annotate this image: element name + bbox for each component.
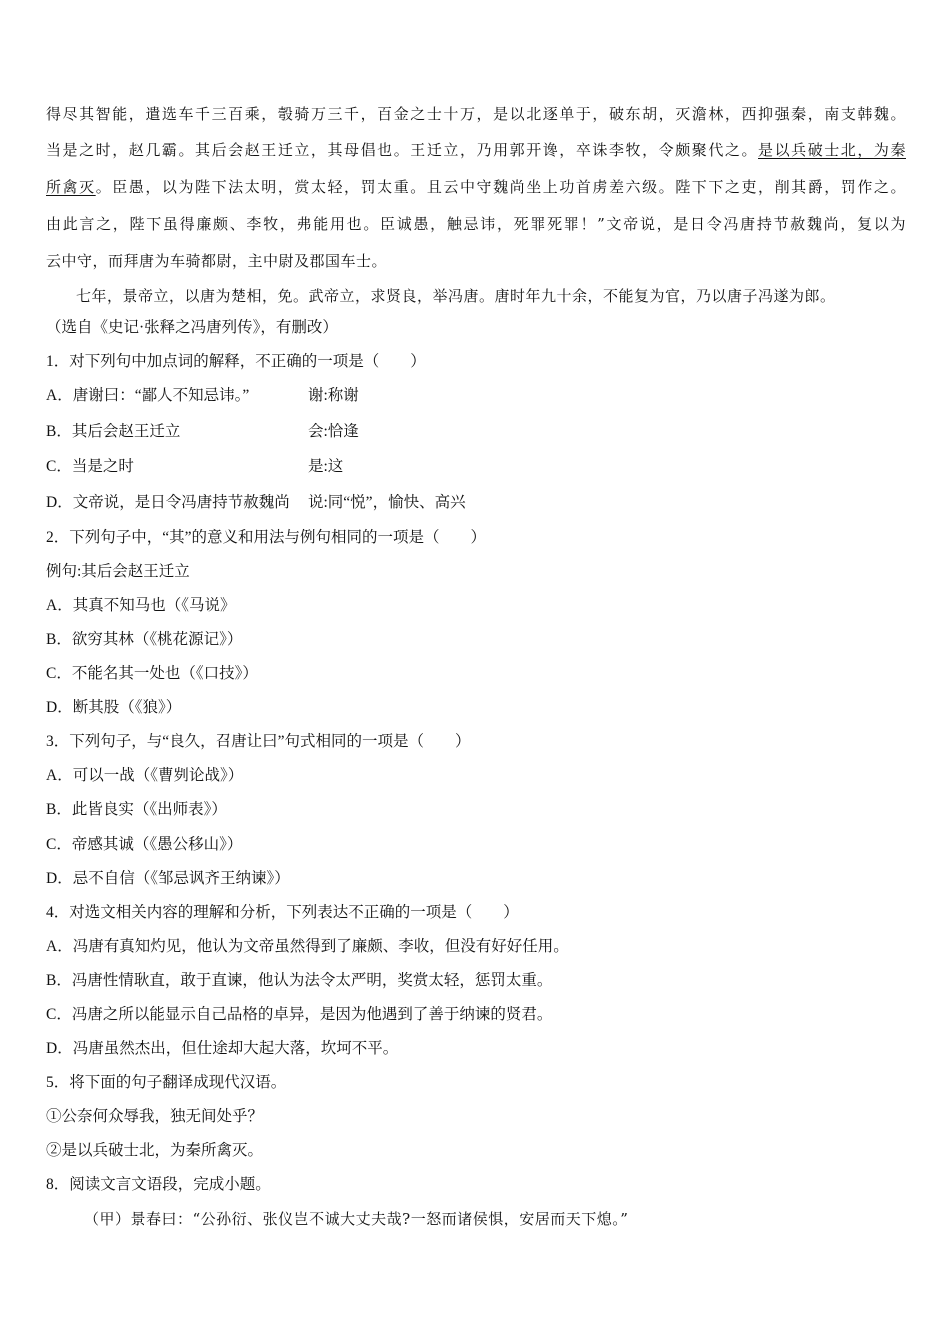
q1-option-c-gloss: 是:这 bbox=[308, 458, 344, 475]
passage-line-6: 七年，景帝立，以唐为楚相，免。武帝立，求贤良，举冯唐。唐时年九十余，不能复为官，乃以唐子冯遂为郎。 bbox=[76, 287, 836, 305]
q4-option-d: D．冯唐虽然杰出，但仕途却大起大落，坎坷不平。 bbox=[46, 1040, 399, 1057]
q8-passage-jia: （甲）景春曰：“公孙衍、张仪岂不诚大丈夫哉?一怒而诸侯惧，安居而天下熄。” bbox=[84, 1210, 629, 1228]
q2-option-d: D．断其股（《狼》） bbox=[46, 699, 182, 716]
q8-stem: 8．阅读文言文语段，完成小题。 bbox=[46, 1176, 271, 1193]
q1-option-b bbox=[46, 422, 359, 442]
q1-option-a-gloss: 谢:称谢 bbox=[308, 387, 359, 404]
passage-line-3 bbox=[46, 177, 906, 197]
q2-example: 例句:其后会赵王迁立 bbox=[46, 563, 190, 580]
q1-option-c-text: C．当是之时 bbox=[46, 458, 134, 475]
q3-option-b: B．此皆良实（《出师表》） bbox=[46, 801, 227, 818]
q1-option-b-gloss: 会:恰逢 bbox=[308, 423, 359, 440]
q4-option-c: C．冯唐之所以能显示自己品格的卓异，是因为他遇到了善于纳谏的贤君。 bbox=[46, 1006, 553, 1023]
q1-stem: 1．对下列句中加点词的解释，不正确的一项是（ ） bbox=[46, 353, 426, 370]
q1-option-c bbox=[46, 457, 343, 477]
q5-item-2: ②是以兵破士北，为秦所禽灭。 bbox=[46, 1142, 264, 1159]
underlined-sentence-part-2: 所禽灭 bbox=[46, 178, 96, 196]
passage-line-2 bbox=[46, 140, 906, 160]
q4-stem: 4．对选文相关内容的理解和分析，下列表达不正确的一项是（ ） bbox=[46, 904, 519, 921]
q2-stem: 2．下列句子中，“其”的意义和用法与例句相同的一项是（ ） bbox=[46, 529, 487, 546]
passage-line-4: 由此言之，陛下虽得廉颇、李牧，弗能用也。臣诚愚，触忌讳，死罪死罪！”文帝说，是日令冯唐持节赦魏尚，复以为 bbox=[46, 215, 906, 233]
q3-stem: 3．下列句子，与“良久，召唐让曰”句式相同的一项是（ ） bbox=[46, 733, 471, 750]
passage-line-1: 得尽其智能，遣选车千三百乘，彀骑万三千，百金之士十万，是以北逐单于，破东胡，灭澹林，西抑强秦，南支韩魏。 bbox=[46, 105, 906, 123]
passage-source: （选自《史记·张释之冯唐列传》，有删改） bbox=[46, 319, 338, 336]
q1-option-a-text: A．唐谢曰：“鄙人不知忌讳。” bbox=[46, 387, 250, 404]
q1-option-b-text: B．其后会赵王迁立 bbox=[46, 423, 181, 440]
q3-option-c: C．帝感其诚（《愚公移山》） bbox=[46, 836, 243, 853]
q3-option-a: A．可以一战（《曹刿论战》） bbox=[46, 767, 244, 784]
q2-option-b: B．欲穷其林（《桃花源记》） bbox=[46, 631, 243, 648]
q4-option-a: A．冯唐有真知灼见，他认为文帝虽然得到了廉颇、李收，但没有好好任用。 bbox=[46, 938, 569, 955]
passage-line-2-text: 当是之时，赵几霸。其后会赵王迁立，其母倡也。王迁立，乃用郭开谗，卒诛李牧，令颇聚代之。 bbox=[46, 141, 759, 159]
underlined-sentence-part-1: 是以兵破士北，为秦 bbox=[758, 141, 906, 159]
q5-item-1: ①公奈何众辱我，独无间处乎？ bbox=[46, 1108, 264, 1125]
q1-option-d-text: D．文帝说，是日令冯唐持节赦魏尚 bbox=[46, 494, 290, 511]
q2-option-c: C．不能名其一处也（《口技》） bbox=[46, 665, 258, 682]
passage-line-5: 云中守，而拜唐为车骑都尉，主中尉及郡国车士。 bbox=[46, 252, 388, 270]
q3-option-d: D．忌不自信（《邹忌讽齐王纳谏》） bbox=[46, 870, 290, 887]
q5-stem: 5．将下面的句子翻译成现代汉语。 bbox=[46, 1074, 287, 1091]
q4-option-b: B．冯唐性情耿直，敢于直谏，他认为法令太严明，奖赏太轻，惩罚太重。 bbox=[46, 972, 553, 989]
q1-option-d bbox=[46, 493, 466, 513]
passage-line-3-text: 。臣愚，以为陛下法太明，赏太轻，罚太重。且云中守魏尚坐上功首虏差六级。陛下下之吏，削其爵，罚作之。 bbox=[95, 178, 906, 196]
q1-option-d-gloss: 说:同“悦”，愉快、高兴 bbox=[308, 494, 466, 511]
q1-option-a bbox=[46, 386, 359, 406]
q2-option-a: A．其真不知马也（《马说》 bbox=[46, 597, 236, 614]
